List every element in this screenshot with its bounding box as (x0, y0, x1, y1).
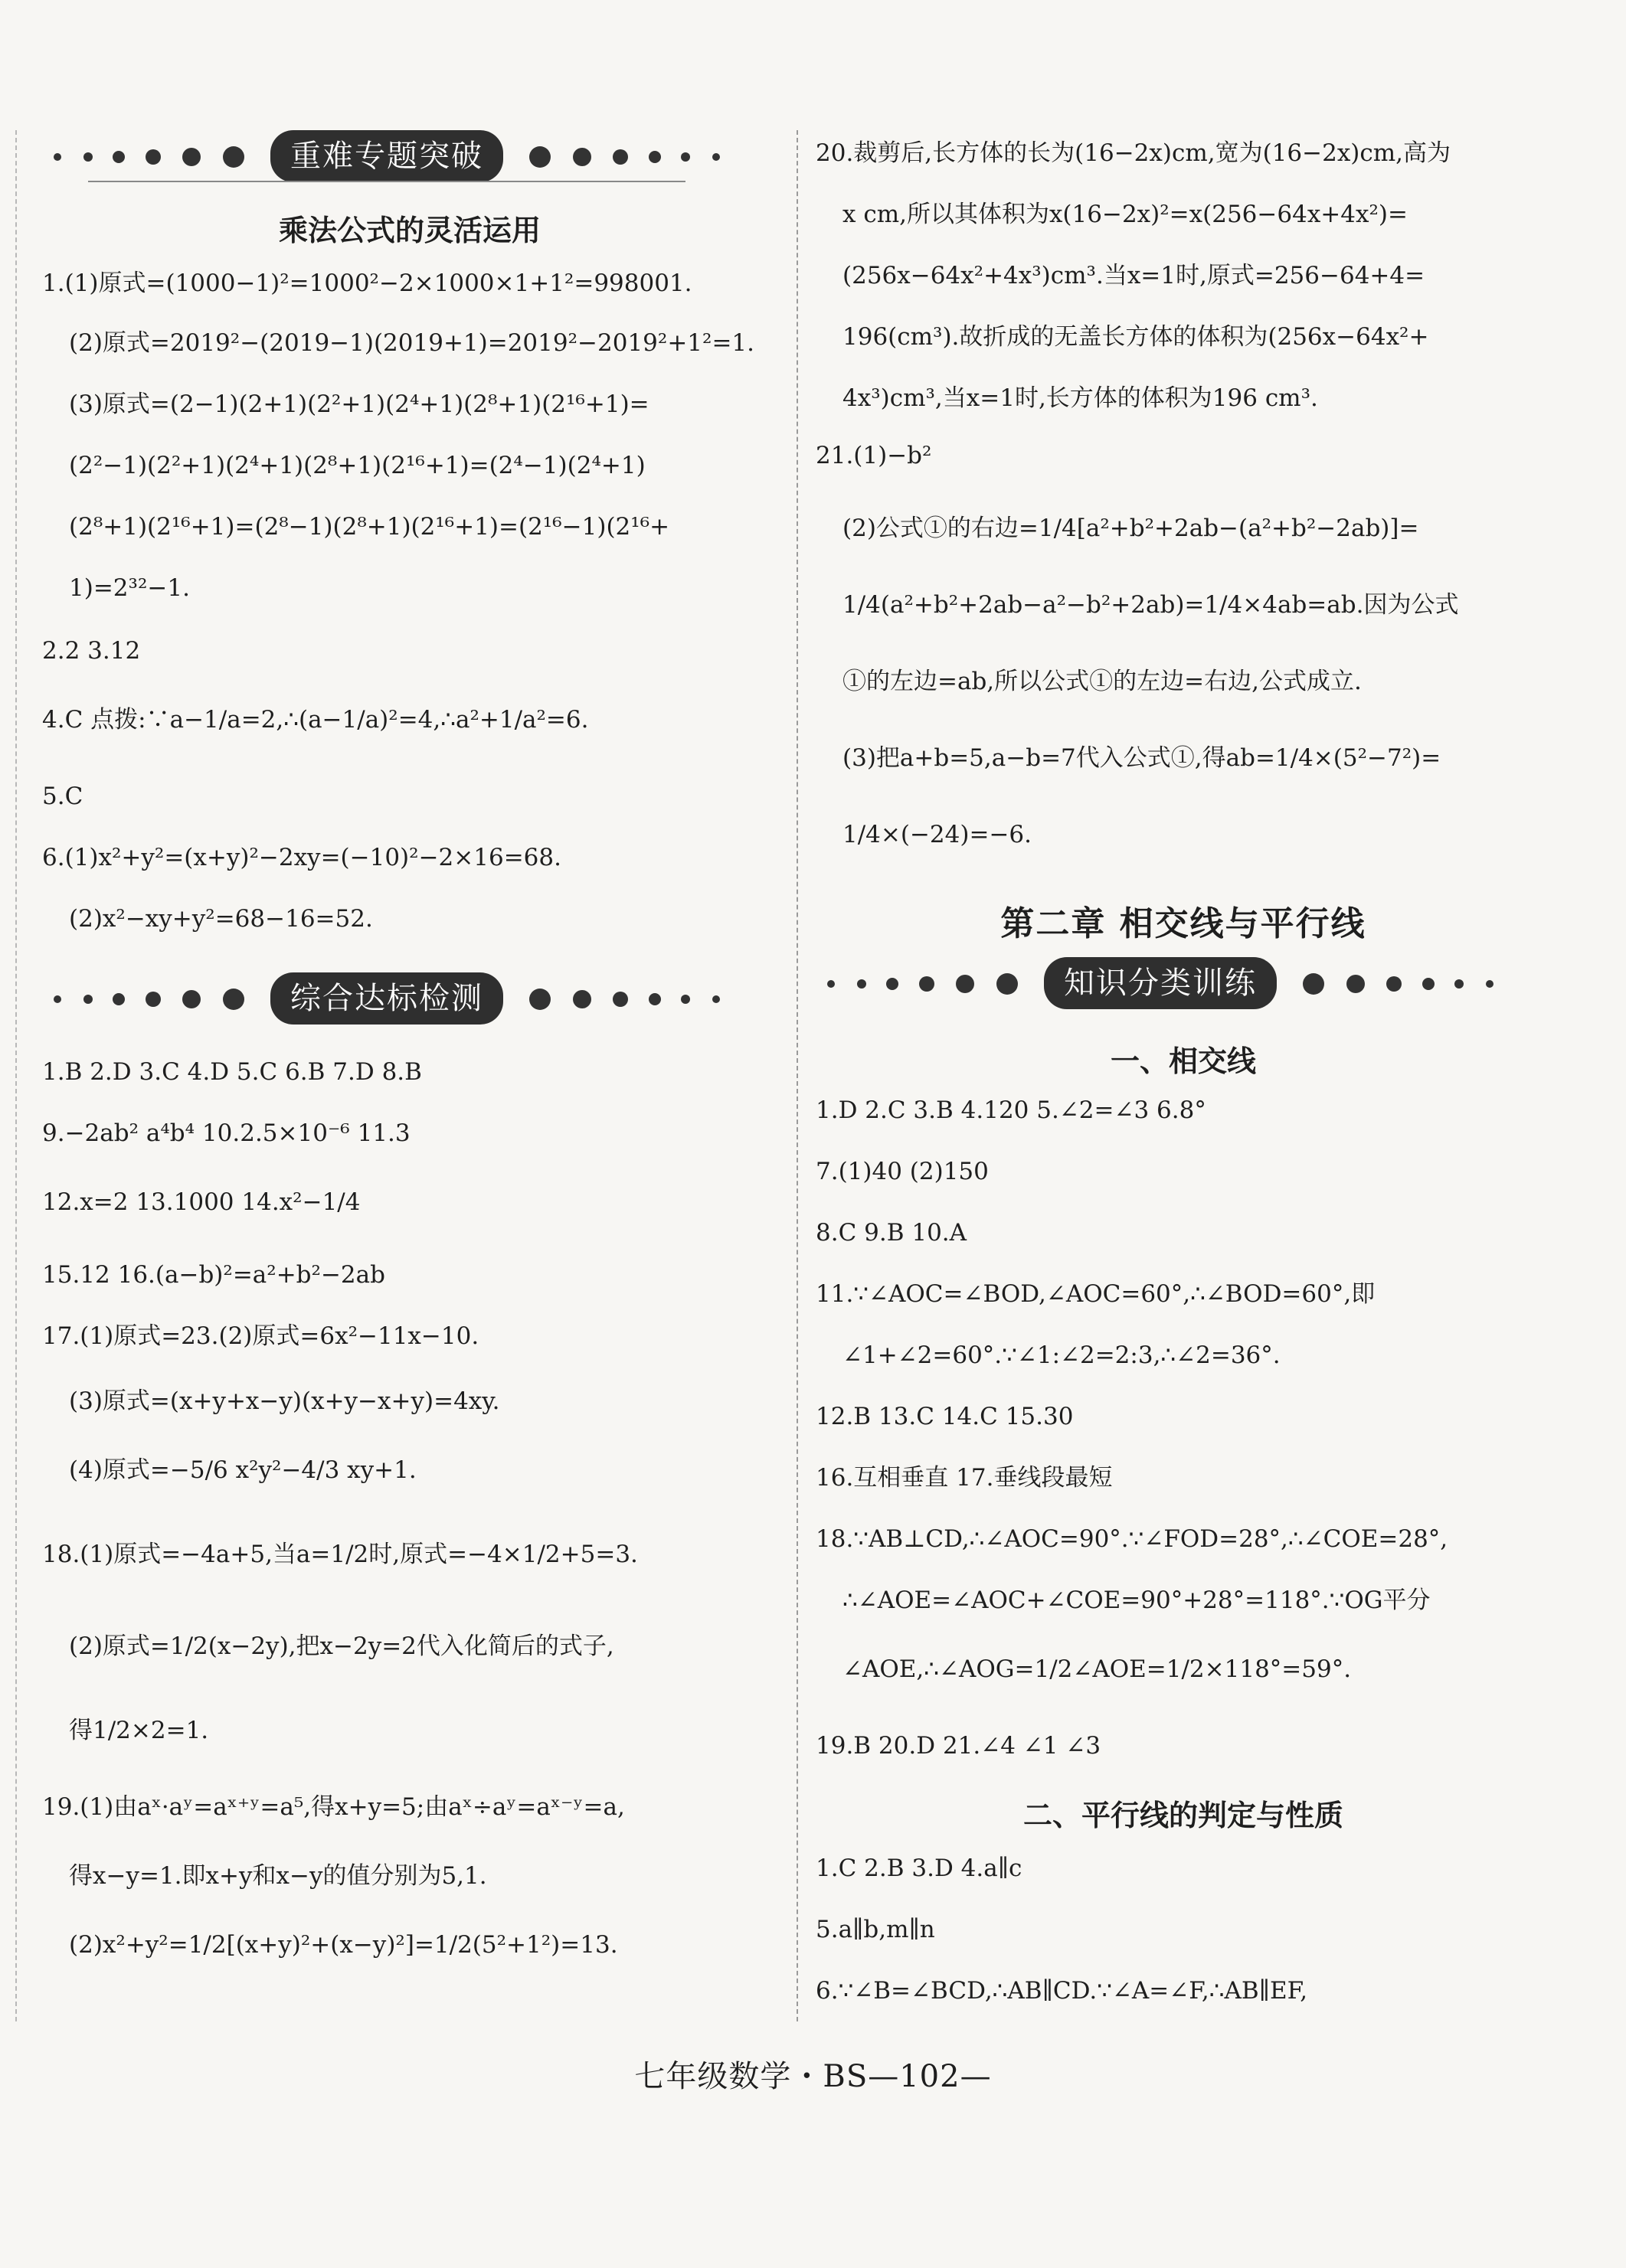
answer-line: 得x−y=1.即x+y和x−y的值分别为5,1. (69, 1862, 487, 1890)
answer-line: 8.C 9.B 10.A (816, 1219, 967, 1247)
decorative-dot (649, 151, 661, 163)
banner-label: 综合达标检测 (270, 972, 503, 1025)
answer-line: 18.(1)原式=−4a+5,当a=1/2时,原式=−4×1/2+5=3. (42, 1541, 638, 1568)
chapter-title: 第二章 相交线与平行线 (1000, 904, 1366, 943)
decorative-dot (573, 148, 591, 166)
decorative-dot (613, 149, 628, 165)
answer-line: 12.x=2 13.1000 14.x²−1/4 (42, 1188, 361, 1216)
section-title: 乘法公式的灵活运用 (278, 214, 541, 247)
answer-line: (2²−1)(2²+1)(2⁴+1)(2⁸+1)(2¹⁶+1)=(2⁴−1)(2⁴+1) (69, 452, 646, 479)
answer-line: 1/4×(−24)=−6. (842, 821, 1032, 848)
decorative-dot (54, 153, 61, 161)
answer-line: 9.−2ab² a⁴b⁴ 10.2.5×10⁻⁶ 11.3 (42, 1119, 411, 1147)
decorative-dot (182, 990, 201, 1008)
answer-line: 1.(1)原式=(1000−1)²=1000²−2×1000×1+1²=998001. (42, 270, 692, 297)
answer-line: ∴∠AOE=∠AOC+∠COE=90°+28°=118°.∵OG平分 (842, 1587, 1431, 1614)
answer-line: 4x³)cm³,当x=1时,长方体的体积为196 cm³. (842, 384, 1318, 412)
answer-line: 5.a∥b,m∥n (816, 1916, 935, 1943)
answer-line: (2)x²+y²=1/2[(x+y)²+(x−y)²]=1/2(5²+1²)=13. (69, 1931, 618, 1959)
answer-line: 2.2 3.12 (42, 637, 141, 665)
answer-line: 21.(1)−b² (816, 442, 932, 469)
section-title: 一、相交线 (1110, 1044, 1256, 1078)
decorative-dot (919, 976, 934, 992)
answer-line: ∠AOE,∴∠AOG=1/2∠AOE=1/2×118°=59°. (842, 1655, 1352, 1683)
decorative-dot (1422, 978, 1435, 990)
answer-line: (2)原式=2019²−(2019−1)(2019+1)=2019²−2019²+1²=1. (69, 329, 755, 357)
answer-line: 1.C 2.B 3.D 4.a∥c (816, 1855, 1022, 1882)
decorative-dot (83, 995, 93, 1004)
decorative-dot (83, 152, 93, 162)
decorative-dot (54, 995, 61, 1003)
answer-line: 16.互相垂直 17.垂线段最短 (816, 1464, 1113, 1492)
decorative-dot (182, 148, 201, 166)
banner-label: 重难专题突破 (270, 130, 503, 182)
answer-line: 6.(1)x²+y²=(x+y)²−2xy=(−10)²−2×16=68. (42, 844, 561, 871)
answer-line: 19.(1)由aˣ·aʸ=aˣ⁺ʸ=a⁵,得x+y=5;由aˣ÷aʸ=aˣ⁻ʸ=a, (42, 1793, 625, 1821)
decorative-dot (1346, 975, 1365, 993)
answer-line: 4.C 点拨:∵a−1/a=2,∴(a−1/a)²=4,∴a²+1/a²=6. (42, 706, 589, 734)
banner-label: 知识分类训练 (1044, 957, 1277, 1009)
decorative-dot (681, 152, 690, 162)
answer-line: 得1/2×2=1. (69, 1717, 209, 1744)
left-edge-rule (15, 130, 17, 2021)
decorative-dot (1303, 973, 1324, 995)
answer-line: x cm,所以其体积为x(16−2x)²=x(256−64x+4x²)= (842, 201, 1408, 228)
decorative-dot (996, 973, 1018, 995)
answer-line: (2)x²−xy+y²=68−16=52. (69, 905, 373, 933)
section-title: 二、平行线的判定与性质 (1022, 1799, 1343, 1832)
decorative-dot (1386, 976, 1402, 992)
decorative-dot (857, 979, 866, 989)
banner-rule (88, 181, 685, 182)
answer-line: (2)原式=1/2(x−2y),把x−2y=2代入化简后的式子, (69, 1632, 614, 1660)
answer-line: 18.∵AB⊥CD,∴∠AOC=90°.∵∠FOD=28°,∴∠COE=28°, (816, 1525, 1448, 1553)
answer-line: (4)原式=−5/6 x²y²−4/3 xy+1. (69, 1456, 417, 1484)
decorative-dot (573, 990, 591, 1008)
answer-line: 15.12 16.(a−b)²=a²+b²−2ab (42, 1261, 385, 1289)
answer-line: (3)原式=(2−1)(2+1)(2²+1)(2⁴+1)(2⁸+1)(2¹⁶+1)= (69, 391, 649, 418)
decorative-dot (956, 975, 974, 993)
decorative-dot (223, 989, 244, 1010)
answer-line: 1.D 2.C 3.B 4.120 5.∠2=∠3 6.8° (816, 1096, 1206, 1124)
decorative-dot (827, 980, 835, 988)
decorative-dot (529, 146, 551, 168)
decorative-dot (613, 992, 628, 1007)
decorative-dot (1486, 980, 1493, 988)
column-divider (797, 130, 798, 2021)
answer-line: ①的左边=ab,所以公式①的左边=右边,公式成立. (842, 668, 1362, 695)
answer-line: 1/4(a²+b²+2ab−a²−b²+2ab)=1/4×4ab=ab.因为公式 (842, 591, 1459, 619)
answer-line: 11.∵∠AOC=∠BOD,∠AOC=60°,∴∠BOD=60°,即 (816, 1280, 1376, 1308)
answer-line: 5.C (42, 783, 83, 810)
answer-line: ∠1+∠2=60°.∵∠1:∠2=2:3,∴∠2=36°. (842, 1342, 1281, 1369)
page-footer: 七年级数学・BS—102— (634, 2059, 992, 2094)
answer-line: (2)公式①的右边=1/4[a²+b²+2ab−(a²+b²−2ab)]= (842, 515, 1419, 542)
answer-line: 12.B 13.C 14.C 15.30 (816, 1403, 1074, 1430)
answer-line: 19.B 20.D 21.∠4 ∠1 ∠3 (816, 1732, 1101, 1760)
decorative-dot (1454, 979, 1464, 989)
answer-line: 17.(1)原式=23.(2)原式=6x²−11x−10. (42, 1322, 479, 1350)
decorative-dot (113, 993, 125, 1005)
answer-line: 196(cm³).故折成的无盖长方体的体积为(256x−64x²+ (842, 323, 1429, 351)
decorative-dot (712, 153, 720, 161)
answer-line: 20.裁剪后,长方体的长为(16−2x)cm,宽为(16−2x)cm,高为 (816, 139, 1451, 167)
decorative-dot (146, 992, 161, 1007)
answer-line: (2⁸+1)(2¹⁶+1)=(2⁸−1)(2⁸+1)(2¹⁶+1)=(2¹⁶−1)(2¹⁶+ (69, 513, 670, 541)
decorative-dot (886, 978, 898, 990)
answer-line: (3)原式=(x+y+x−y)(x+y−x+y)=4xy. (69, 1387, 500, 1415)
banner-zonghe (42, 972, 731, 1026)
decorative-dot (529, 989, 551, 1010)
answer-line: (256x−64x²+4x³)cm³.当x=1时,原式=256−64+4= (842, 262, 1425, 289)
decorative-dot (113, 151, 125, 163)
answer-line: 1.B 2.D 3.C 4.D 5.C 6.B 7.D 8.B (42, 1058, 422, 1086)
answer-line: 6.∵∠B=∠BCD,∴AB∥CD.∵∠A=∠F,∴AB∥EF, (816, 1977, 1308, 2005)
banner-zhishi (816, 957, 1505, 1011)
banner-zhongnan (42, 130, 731, 184)
decorative-dot (681, 995, 690, 1004)
answer-line: 7.(1)40 (2)150 (816, 1158, 989, 1185)
answer-line: (3)把a+b=5,a−b=7代入公式①,得ab=1/4×(5²−7²)= (842, 744, 1441, 772)
decorative-dot (223, 146, 244, 168)
answer-line: 1)=2³²−1. (69, 574, 190, 602)
decorative-dot (649, 993, 661, 1005)
decorative-dot (146, 149, 161, 165)
decorative-dot (712, 995, 720, 1003)
